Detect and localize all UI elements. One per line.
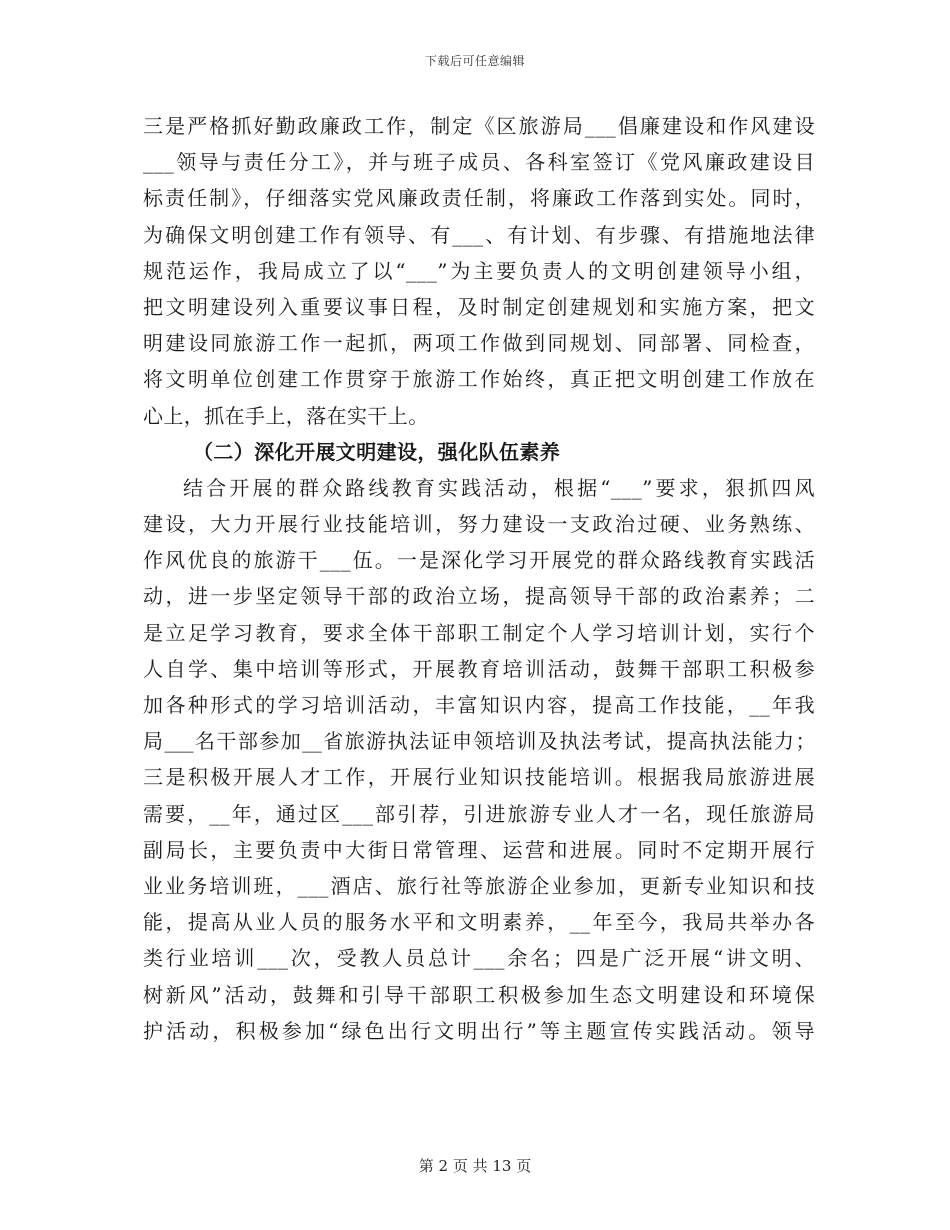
- text-line: 副局长，主要负责中大街日常管理、运营和进展。同时不定期开展行: [143, 837, 815, 862]
- text-line: 三是严格抓好勤政廉政工作，制定《区旅游局___倡廉建设和作风建设: [143, 114, 815, 138]
- text-line: 标责任制》，仔细落实党风廉政责任制，将廉政工作落到实处。同时，: [143, 186, 815, 211]
- text-line: 业业务培训班，___酒店、旅行社等旅游企业参加，更新专业知识和技: [143, 873, 815, 898]
- document-body: [143, 108, 815, 1049]
- page-number: 第 2 页 共 13 页: [418, 1157, 532, 1175]
- page-header: 下载后可任意编辑: [424, 54, 525, 68]
- text-line: 护活动，积极参加“绿色出行文明出行”等主题宣传实践活动。领导: [143, 1018, 815, 1043]
- text-line: 结合开展的群众路线教育实践活动，根据“___”要求，狠抓四风: [183, 475, 815, 500]
- text-line: 建设，大力开展行业技能培训，努力建设一支政治过硬、业务熟练、: [143, 512, 815, 537]
- text-line: 人自学、集中培训等形式，开展教育培训活动，鼓舞干部职工积极参: [143, 656, 815, 681]
- text-line: 把文明建设列入重要议事日程，及时制定创建规划和实施方案，把文: [143, 294, 815, 319]
- section-heading: （二）深化开展文明建设，强化队伍素养: [193, 439, 561, 464]
- text-line: 需要，__年，通过区___部引荐，引进旅游专业人才一名，现任旅游局: [143, 801, 815, 826]
- text-line: 动，进一步坚定领导干部的政治立场，提高领导干部的政治素养；二: [143, 584, 815, 609]
- text-line: 心上，抓在手上，落在实干上。: [143, 403, 429, 428]
- text-line: 局___名干部参加__省旅游执法证申领培训及执法考试，提高执法能力；: [143, 729, 815, 754]
- text-line: 树新风”活动，鼓舞和引导干部职工积极参加生态文明建设和环境保: [143, 982, 815, 1007]
- text-line: 三是积极开展人才工作，开展行业知识技能培训。根据我局旅游进展: [143, 765, 815, 790]
- text-line: 是立足学习教育，要求全体干部职工制定个人学习培训计划，实行个: [143, 620, 815, 645]
- text-line: 规范运作，我局成立了以“___”为主要负责人的文明创建领导小组，: [143, 258, 815, 283]
- text-line: ___领导与责任分工》，并与班子成员、各科室签订《党风廉政建设目: [143, 150, 815, 175]
- text-line: 能，提高从业人员的服务水平和文明素养，__年至今，我局共举办各: [143, 910, 815, 935]
- text-line: 加各种形式的学习培训活动，丰富知识内容，提高工作技能，__年我: [143, 693, 815, 717]
- text-line: 作风优良的旅游干___伍。一是深化学习开展党的群众路线教育实践活: [143, 548, 815, 573]
- text-line: 明建设同旅游工作一起抓，两项工作做到同规划、同部署、同检查，: [143, 331, 815, 356]
- text-line: 为确保文明创建工作有领导、有___、有计划、有步骤、有措施地法律: [143, 222, 815, 247]
- text-line: 类行业培训___次，受教人员总计___余名；四是广泛开展“讲文明、: [143, 946, 815, 971]
- text-line: 将文明单位创建工作贯穿于旅游工作始终，真正把文明创建工作放在: [143, 367, 815, 392]
